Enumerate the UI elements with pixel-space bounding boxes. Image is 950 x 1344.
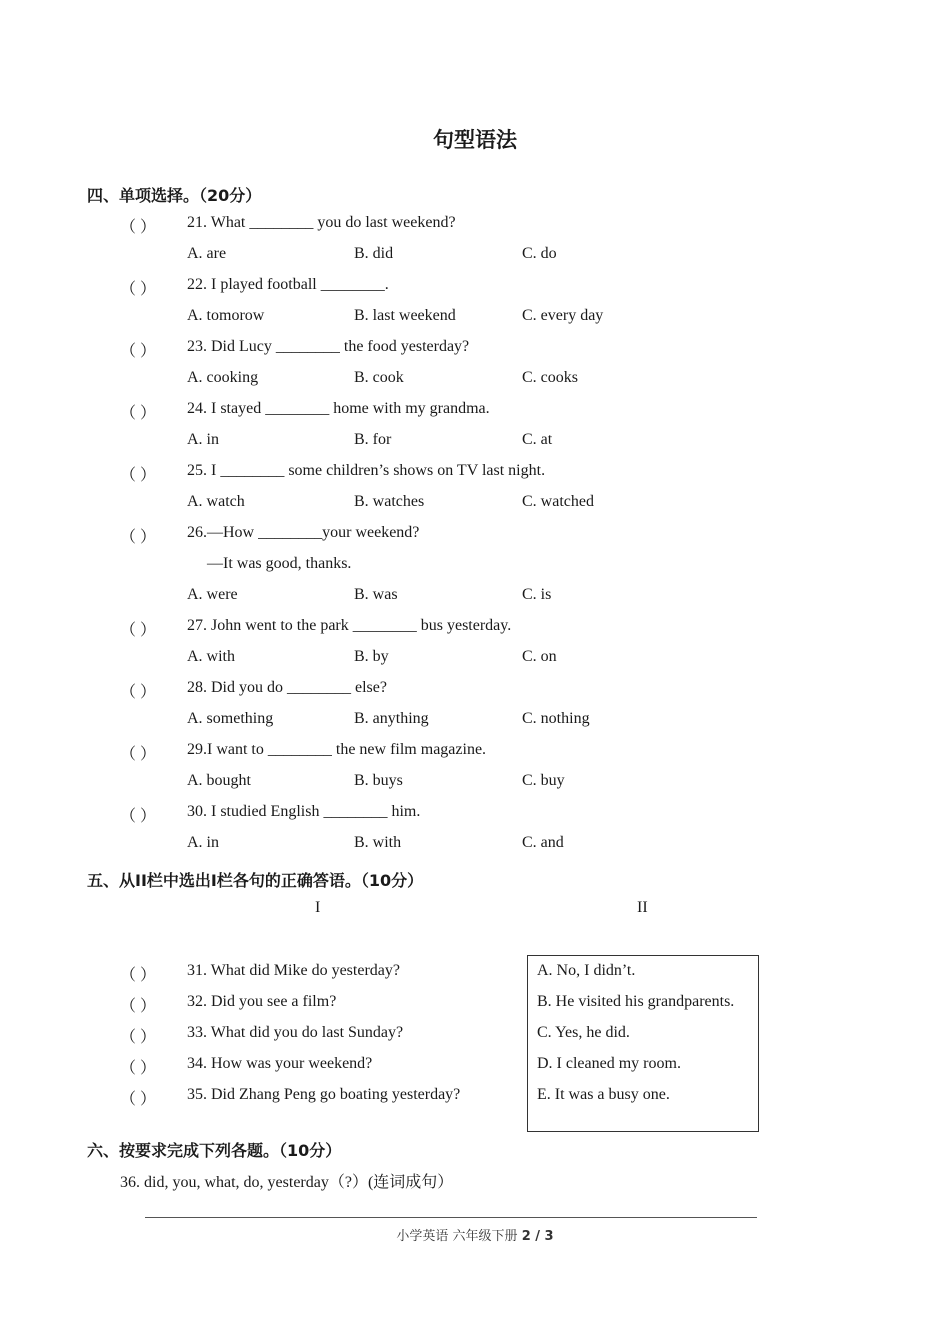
option-b: B. for bbox=[354, 431, 392, 448]
option-c: C. every day bbox=[522, 307, 604, 324]
question-text: 34. How was your weekend? bbox=[187, 1055, 373, 1072]
option-c: C. is bbox=[522, 586, 552, 603]
question-36: 36. did, you, what, do, yesterday（?）(连词成句） bbox=[120, 1174, 454, 1191]
answer-option: C. Yes, he did. bbox=[537, 1024, 630, 1041]
option-a: A. were bbox=[187, 586, 238, 603]
answer-blank: （ ） bbox=[120, 998, 157, 1015]
column-ii-label: II bbox=[637, 899, 648, 916]
answer-option: B. He visited his grandparents. bbox=[537, 993, 735, 1010]
answer-blank: （ ） bbox=[120, 281, 157, 298]
option-b: B. did bbox=[354, 245, 394, 262]
footer-text: 小学英语 六年级下册 bbox=[396, 1229, 522, 1244]
question-text: 27. John went to the park ________ bus yesterday. bbox=[187, 617, 512, 634]
answer-option: D. I cleaned my room. bbox=[537, 1055, 681, 1072]
answer-blank: （ ） bbox=[120, 622, 157, 639]
answer-blank: （ ） bbox=[120, 1091, 157, 1108]
answer-blank: （ ） bbox=[120, 684, 157, 701]
answer-blank: （ ） bbox=[120, 405, 157, 422]
option-a: A. bought bbox=[187, 772, 251, 789]
option-a: A. cooking bbox=[187, 369, 259, 386]
question-text: 33. What did you do last Sunday? bbox=[187, 1024, 404, 1041]
option-c: C. watched bbox=[522, 493, 594, 510]
column-i-label: I bbox=[315, 899, 321, 916]
question-text: 29.I want to ________ the new film magazine. bbox=[187, 741, 487, 758]
question-text: 35. Did Zhang Peng go boating yesterday? bbox=[187, 1086, 461, 1103]
question-text: 25. I ________ some children’s shows on TV last night. bbox=[187, 462, 546, 479]
question-text: 23. Did Lucy ________ the food yesterday? bbox=[187, 338, 470, 355]
answer-blank: （ ） bbox=[120, 808, 157, 825]
footer-divider bbox=[145, 1217, 757, 1218]
option-c: C. cooks bbox=[522, 369, 578, 386]
option-c: C. at bbox=[522, 431, 553, 448]
question-text-reply: —It was good, thanks. bbox=[207, 555, 352, 572]
question-text: 24. I stayed ________ home with my grandma. bbox=[187, 400, 490, 417]
section-6-heading: 六、按要求完成下列各题。（10分） bbox=[87, 1141, 342, 1160]
answer-blank: （ ） bbox=[120, 746, 157, 763]
option-a: A. in bbox=[187, 431, 219, 448]
option-c: C. buy bbox=[522, 772, 565, 789]
section-5-heading: 五、从II栏中选出I栏各句的正确答语。（10分） bbox=[87, 871, 424, 890]
option-c: C. and bbox=[522, 834, 564, 851]
page-number: 2 / 3 bbox=[521, 1229, 554, 1244]
answer-box bbox=[527, 955, 759, 1132]
option-b: B. cook bbox=[354, 369, 404, 386]
answer-blank: （ ） bbox=[120, 1029, 157, 1046]
answer-blank: （ ） bbox=[120, 529, 157, 546]
option-b: B. was bbox=[354, 586, 398, 603]
page-title: 句型语法 bbox=[433, 128, 517, 152]
answer-blank: （ ） bbox=[120, 467, 157, 484]
question-text: 28. Did you do ________ else? bbox=[187, 679, 387, 696]
option-a: A. are bbox=[187, 245, 227, 262]
option-b: B. anything bbox=[354, 710, 429, 727]
option-b: B. watches bbox=[354, 493, 425, 510]
question-text: 22. I played football ________. bbox=[187, 276, 389, 293]
answer-blank: （ ） bbox=[120, 343, 157, 360]
question-text: 21. What ________ you do last weekend? bbox=[187, 214, 456, 231]
question-text: 26.—How ________your weekend? bbox=[187, 524, 420, 541]
page-footer bbox=[0, 1225, 950, 1244]
answer-option: E. It was a busy one. bbox=[537, 1086, 670, 1103]
option-c: C. do bbox=[522, 245, 557, 262]
option-b: B. with bbox=[354, 834, 402, 851]
option-b: B. buys bbox=[354, 772, 403, 789]
option-c: C. on bbox=[522, 648, 557, 665]
answer-blank: （ ） bbox=[120, 1060, 157, 1077]
option-a: A. tomorow bbox=[187, 307, 265, 324]
answer-blank: （ ） bbox=[120, 219, 157, 236]
option-a: A. in bbox=[187, 834, 219, 851]
option-b: B. by bbox=[354, 648, 389, 665]
option-a: A. with bbox=[187, 648, 235, 665]
question-text: 30. I studied English ________ him. bbox=[187, 803, 421, 820]
section-4-heading: 四、单项选择。（20分） bbox=[87, 186, 262, 205]
option-a: A. watch bbox=[187, 493, 245, 510]
answer-option: A. No, I didn’t. bbox=[537, 962, 636, 979]
question-text: 31. What did Mike do yesterday? bbox=[187, 962, 400, 979]
answer-blank: （ ） bbox=[120, 967, 157, 984]
option-a: A. something bbox=[187, 710, 274, 727]
option-b: B. last weekend bbox=[354, 307, 456, 324]
option-c: C. nothing bbox=[522, 710, 590, 727]
question-text: 32. Did you see a film? bbox=[187, 993, 337, 1010]
